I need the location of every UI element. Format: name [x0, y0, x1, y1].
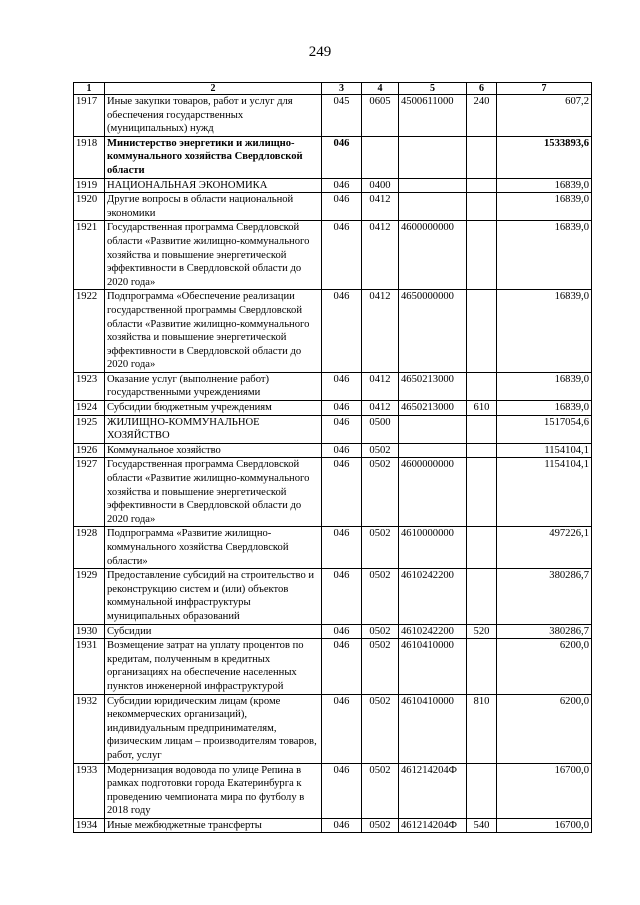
expense-type-code: 520	[467, 624, 497, 639]
row-number: 1923	[74, 372, 105, 400]
target-code: 461214204Ф	[399, 818, 467, 833]
item-name: Коммунальное хозяйство	[105, 443, 322, 458]
item-name: Оказание услуг (выполнение работ) государственными учреждениями	[105, 372, 322, 400]
target-code: 4650000000	[399, 290, 467, 373]
row-number: 1924	[74, 401, 105, 416]
header-row	[74, 83, 592, 95]
amount: 497226,1	[497, 527, 592, 569]
amount: 1154104,1	[497, 458, 592, 527]
target-code: 4610000000	[399, 527, 467, 569]
row-number: 1933	[74, 763, 105, 818]
item-name: Субсидии	[105, 624, 322, 639]
item-name: Иные межбюджетные трансферты	[105, 818, 322, 833]
row-number: 1932	[74, 694, 105, 763]
section-code: 0412	[362, 290, 399, 373]
table-row	[74, 624, 592, 639]
target-code	[399, 193, 467, 221]
amount: 6200,0	[497, 694, 592, 763]
expense-type-code	[467, 569, 497, 624]
table-row	[74, 401, 592, 416]
item-name: Подпрограмма «Обеспечение реализации государственной программы Свердловской области «Развитие жилищно-коммунального хозяйства и повышение энергетической эффективности в Свердловской области до 2020 года»	[105, 290, 322, 373]
expense-type-code	[467, 372, 497, 400]
amount: 6200,0	[497, 639, 592, 694]
target-code: 4650213000	[399, 401, 467, 416]
row-number: 1925	[74, 415, 105, 443]
section-code: 0500	[362, 415, 399, 443]
amount: 1517054,6	[497, 415, 592, 443]
target-code: 4600000000	[399, 458, 467, 527]
header-cell: 4	[362, 83, 399, 95]
ministry-code: 046	[322, 458, 362, 527]
target-code: 4610410000	[399, 639, 467, 694]
section-code	[362, 136, 399, 178]
amount: 16700,0	[497, 818, 592, 833]
section-code: 0412	[362, 372, 399, 400]
target-code: 4610242200	[399, 569, 467, 624]
amount: 16700,0	[497, 763, 592, 818]
expense-type-code	[467, 763, 497, 818]
page-number: 249	[308, 44, 332, 60]
row-number: 1930	[74, 624, 105, 639]
ministry-code: 046	[322, 401, 362, 416]
expense-type-code: 610	[467, 401, 497, 416]
ministry-code: 046	[322, 763, 362, 818]
target-code	[399, 415, 467, 443]
amount: 607,2	[497, 95, 592, 137]
item-name: Иные закупки товаров, работ и услуг для обеспечения государственных (муниципальных) нужд	[105, 95, 322, 137]
target-code	[399, 443, 467, 458]
amount: 16839,0	[497, 372, 592, 400]
item-name: Предоставление субсидий на строительство и реконструкцию систем и (или) объектов коммунальной инфраструктуры муниципальных образований	[105, 569, 322, 624]
table-row	[74, 193, 592, 221]
item-name: Другие вопросы в области национальной экономики	[105, 193, 322, 221]
section-code: 0412	[362, 193, 399, 221]
item-name: Подпрограмма «Развитие жилищно-коммунального хозяйства Свердловской области»	[105, 527, 322, 569]
section-code: 0502	[362, 527, 399, 569]
ministry-code: 046	[322, 415, 362, 443]
header-cell: 7	[497, 83, 592, 95]
item-name: Возмещение затрат на уплату процентов по кредитам, полученным в кредитных организациях на обеспечение населенных пунктов инженерной инфраструктурой	[105, 639, 322, 694]
amount: 16839,0	[497, 178, 592, 193]
row-number: 1931	[74, 639, 105, 694]
row-number: 1929	[74, 569, 105, 624]
row-number: 1927	[74, 458, 105, 527]
amount: 16839,0	[497, 401, 592, 416]
item-name: Субсидии юридическим лицам (кроме некоммерческих организаций), индивидуальным предпринимателям, физическим лицам – производителям товаров, работ, услуг	[105, 694, 322, 763]
expense-type-code	[467, 443, 497, 458]
table-row	[74, 415, 592, 443]
expense-type-code	[467, 290, 497, 373]
table-row	[74, 221, 592, 290]
table-row	[74, 818, 592, 833]
section-code: 0502	[362, 763, 399, 818]
expense-type-code	[467, 136, 497, 178]
ministry-code: 046	[322, 221, 362, 290]
row-number: 1917	[74, 95, 105, 137]
target-code: 4610242200	[399, 624, 467, 639]
header-cell: 2	[105, 83, 322, 95]
section-code: 0502	[362, 624, 399, 639]
row-number: 1934	[74, 818, 105, 833]
amount: 16839,0	[497, 193, 592, 221]
ministry-code: 045	[322, 95, 362, 137]
header-cell: 3	[322, 83, 362, 95]
target-code	[399, 178, 467, 193]
section-code: 0412	[362, 221, 399, 290]
ministry-code: 046	[322, 639, 362, 694]
header-cell: 1	[74, 83, 105, 95]
table-row	[74, 694, 592, 763]
amount: 380286,7	[497, 624, 592, 639]
table-row	[74, 763, 592, 818]
item-name: ЖИЛИЩНО-КОММУНАЛЬНОЕ ХОЗЯЙСТВО	[105, 415, 322, 443]
section-code: 0412	[362, 401, 399, 416]
row-number: 1921	[74, 221, 105, 290]
section-code: 0502	[362, 569, 399, 624]
ministry-code: 046	[322, 372, 362, 400]
table-row	[74, 458, 592, 527]
target-code: 4610410000	[399, 694, 467, 763]
budget-table	[73, 82, 592, 833]
expense-type-code: 810	[467, 694, 497, 763]
expense-type-code	[467, 193, 497, 221]
ministry-code: 046	[322, 178, 362, 193]
table-row	[74, 527, 592, 569]
ministry-code: 046	[322, 193, 362, 221]
section-code: 0400	[362, 178, 399, 193]
expense-type-code	[467, 415, 497, 443]
amount: 380286,7	[497, 569, 592, 624]
expense-type-code	[467, 639, 497, 694]
expense-type-code	[467, 458, 497, 527]
table-row	[74, 639, 592, 694]
section-code: 0502	[362, 458, 399, 527]
target-code: 4500611000	[399, 95, 467, 137]
row-number: 1922	[74, 290, 105, 373]
item-name: Модернизация водовода по улице Репина в рамках подготовки города Екатеринбурга к проведению чемпионата мира по футболу в 2018 году	[105, 763, 322, 818]
item-name: НАЦИОНАЛЬНАЯ ЭКОНОМИКА	[105, 178, 322, 193]
table-row	[74, 136, 592, 178]
item-name: Министерство энергетики и жилищно-коммунального хозяйства Свердловской области	[105, 136, 322, 178]
table-row	[74, 443, 592, 458]
ministry-code: 046	[322, 136, 362, 178]
amount: 1154104,1	[497, 443, 592, 458]
ministry-code: 046	[322, 527, 362, 569]
ministry-code: 046	[322, 569, 362, 624]
row-number: 1926	[74, 443, 105, 458]
target-code: 461214204Ф	[399, 763, 467, 818]
ministry-code: 046	[322, 624, 362, 639]
section-code: 0502	[362, 639, 399, 694]
table-row	[74, 569, 592, 624]
target-code: 4650213000	[399, 372, 467, 400]
table-row	[74, 372, 592, 400]
row-number: 1920	[74, 193, 105, 221]
section-code: 0502	[362, 818, 399, 833]
header-cell: 6	[467, 83, 497, 95]
item-name: Субсидии бюджетным учреждениям	[105, 401, 322, 416]
ministry-code: 046	[322, 818, 362, 833]
table-row	[74, 95, 592, 137]
expense-type-code	[467, 221, 497, 290]
item-name: Государственная программа Свердловской области «Развитие жилищно-коммунального хозяйства и повышение энергетической эффективности в Свердловской области до 2020 года»	[105, 221, 322, 290]
section-code: 0502	[362, 443, 399, 458]
row-number: 1919	[74, 178, 105, 193]
expense-type-code: 540	[467, 818, 497, 833]
expense-type-code	[467, 527, 497, 569]
amount: 16839,0	[497, 290, 592, 373]
section-code: 0605	[362, 95, 399, 137]
amount: 16839,0	[497, 221, 592, 290]
table-row	[74, 178, 592, 193]
target-code	[399, 136, 467, 178]
expense-type-code	[467, 178, 497, 193]
section-code: 0502	[362, 694, 399, 763]
target-code: 4600000000	[399, 221, 467, 290]
header-cell: 5	[399, 83, 467, 95]
row-number: 1918	[74, 136, 105, 178]
ministry-code: 046	[322, 443, 362, 458]
amount: 1533893,6	[497, 136, 592, 178]
ministry-code: 046	[322, 694, 362, 763]
row-number: 1928	[74, 527, 105, 569]
item-name: Государственная программа Свердловской области «Развитие жилищно-коммунального хозяйства и повышение энергетической эффективности в Свердловской области до 2020 года»	[105, 458, 322, 527]
ministry-code: 046	[322, 290, 362, 373]
table-row	[74, 290, 592, 373]
expense-type-code: 240	[467, 95, 497, 137]
